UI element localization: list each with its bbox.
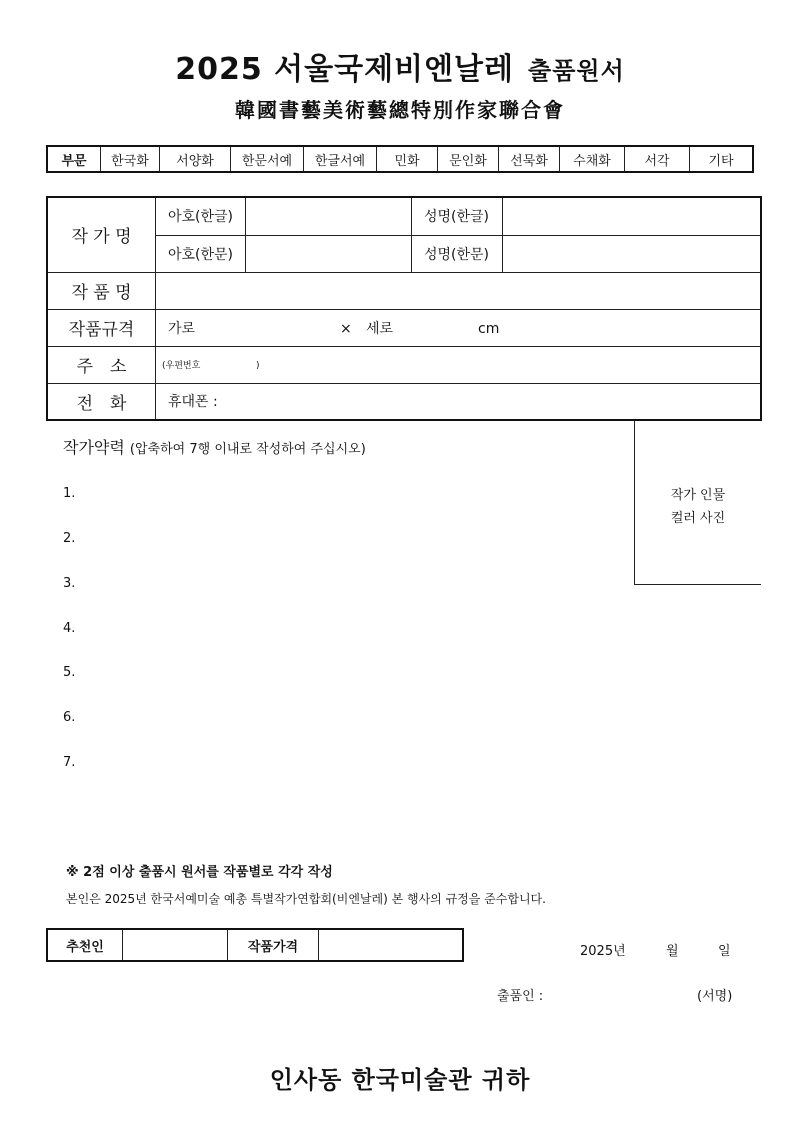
bio-line: 6. xyxy=(63,710,76,725)
address-label: 주 소 xyxy=(47,346,156,383)
name-hangul-field[interactable] xyxy=(503,197,762,235)
photo-label-line: 컬러 사진 xyxy=(670,511,726,526)
photo-label-line: 작가 인물 xyxy=(670,488,726,503)
pen-name-hanja-field[interactable] xyxy=(246,235,412,272)
applicant-label: 출품인 : xyxy=(497,989,544,1004)
form-title-main: 2025 서울국제비엔날레 xyxy=(175,52,515,87)
bio-title: 작가약력 xyxy=(63,438,125,457)
entry-form-table xyxy=(46,196,762,421)
bio-line: 1. xyxy=(63,486,76,501)
name-hanja-label: 성명(한문) xyxy=(412,235,503,272)
bio-section[interactable] xyxy=(47,421,761,837)
multi-entry-note: ※ 2점 이상 출품시 원서를 작품별로 각각 작성 xyxy=(66,865,333,880)
category-option[interactable]: 서각 xyxy=(625,146,690,172)
recommender-field[interactable] xyxy=(123,929,228,961)
postal-code-close: ) xyxy=(256,361,260,371)
unit-label: cm xyxy=(478,320,500,337)
category-label: 부문 xyxy=(47,146,101,172)
times-sign: × xyxy=(340,320,352,337)
form-title xyxy=(0,44,800,88)
bio-line: 2. xyxy=(63,531,76,546)
price-field[interactable] xyxy=(319,929,464,961)
category-option[interactable]: 선묵화 xyxy=(499,146,560,172)
category-option[interactable]: 기타 xyxy=(690,146,754,172)
recommender-table xyxy=(46,928,464,962)
recipient-line: 인사동 한국미술관 귀하 xyxy=(269,1066,531,1094)
bio-line: 3. xyxy=(63,576,76,591)
bio-line: 4. xyxy=(63,621,76,636)
signature-label: (서명) xyxy=(697,989,733,1004)
category-option[interactable]: 수채화 xyxy=(560,146,625,172)
date-day: 일 xyxy=(718,944,731,959)
date-row xyxy=(580,940,731,959)
photo-box[interactable] xyxy=(634,421,761,585)
category-option[interactable]: 한국화 xyxy=(101,146,160,172)
work-title-field[interactable] xyxy=(156,272,762,309)
bio-line: 5. xyxy=(63,665,76,680)
mobile-label: 휴대폰 : xyxy=(168,394,218,411)
phone-label: 전 화 xyxy=(47,383,156,420)
date-year: 2025년 xyxy=(580,944,626,959)
pen-name-hangul-field[interactable] xyxy=(246,197,412,235)
width-label: 가로 xyxy=(168,320,196,337)
category-option[interactable]: 한글서예 xyxy=(304,146,377,172)
category-table xyxy=(46,145,754,173)
recommender-label: 추천인 xyxy=(47,929,123,961)
work-size-label: 작품규격 xyxy=(47,309,156,346)
category-option[interactable]: 문인화 xyxy=(438,146,499,172)
bio-line: 7. xyxy=(63,755,76,770)
bio-heading xyxy=(63,435,366,458)
name-hanja-field[interactable] xyxy=(503,235,762,272)
pen-name-hanja-label: 아호(한문) xyxy=(156,235,246,272)
name-hangul-label: 성명(한글) xyxy=(412,197,503,235)
postal-code-label: (우편번호 xyxy=(162,361,201,371)
pledge-text: 본인은 2025년 한국서예미술 예총 특별작가연합회(비엔날레) 본 행사의 규정을 준수합니다. xyxy=(66,892,546,906)
price-label: 작품가격 xyxy=(228,929,319,961)
association-name: 韓國書藝美術藝總特別作家聯合會 xyxy=(235,98,565,122)
photo-label xyxy=(635,484,761,530)
applicant-row xyxy=(497,985,732,1004)
address-field[interactable] xyxy=(156,346,762,383)
phone-field[interactable] xyxy=(156,383,762,420)
form-title-small: 출품원서 xyxy=(528,57,625,85)
pen-name-hangul-label: 아호(한글) xyxy=(156,197,246,235)
bio-hint: (압축하여 7행 이내로 작성하여 주십시오) xyxy=(129,442,366,457)
work-size-field[interactable] xyxy=(156,309,762,346)
category-option[interactable]: 서양화 xyxy=(160,146,231,172)
category-option[interactable]: 민화 xyxy=(377,146,438,172)
artist-name-label: 작 가 명 xyxy=(47,197,156,272)
work-title-label: 작 품 명 xyxy=(47,272,156,309)
date-month: 월 xyxy=(666,944,679,959)
height-label: 세로 xyxy=(366,320,394,337)
category-option[interactable]: 한문서예 xyxy=(231,146,304,172)
